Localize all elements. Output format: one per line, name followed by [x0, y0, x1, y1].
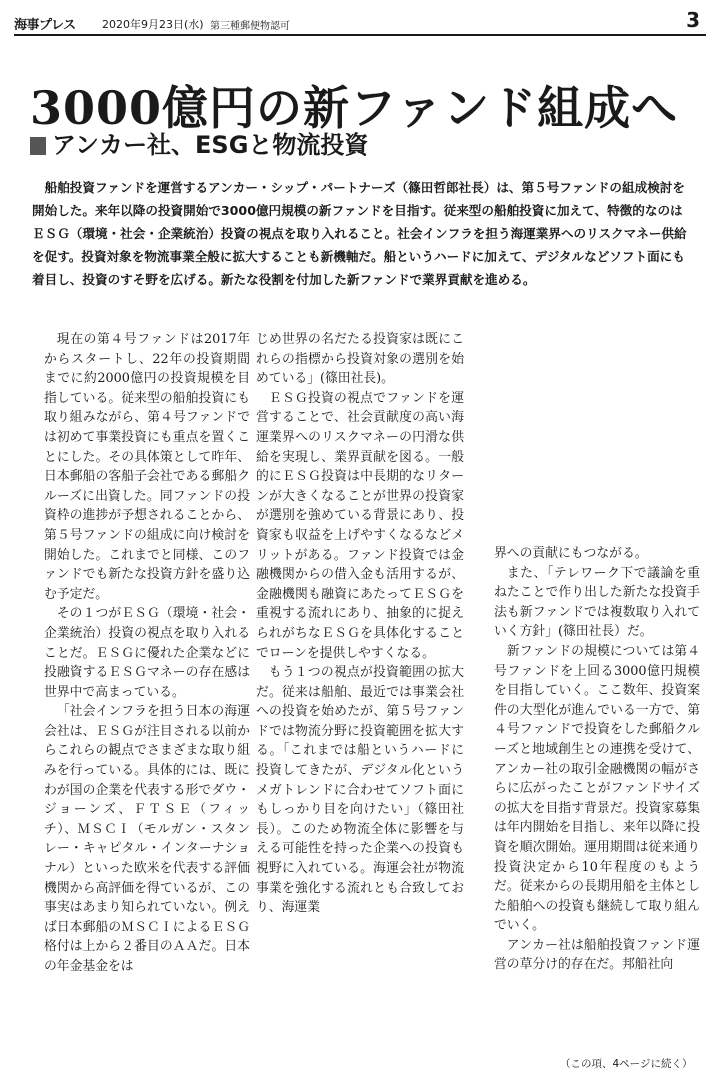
header-rule: [14, 34, 706, 36]
body-column-2: [256, 330, 464, 1072]
body-paragraph: じめ世界の名だたる投資家は既にこれらの指標から投資対象の選別を始めている」(篠田社長)。: [256, 332, 464, 387]
body-paragraph: 界への貢献にもつながる。: [494, 546, 648, 561]
postal-permit: 第三種郵便物認可: [210, 21, 290, 32]
body-paragraph: 現在の第４号ファンドは2017年からスタートし、22年の投資期間までに約2000億円の投資規模を目指している。従来型の船舶投資にも取り組みながら、第４号ファンドでは初めて事業投資にも重点を置くことにした。その具体策として昨年、日本郵船の客船子会社である郵船クルーズに出資した。同ファンドの投資枠の進捗が予想されることから、第５号ファンドの組成に向け検討を開始した。これまでと同様、このファンドでも新たな投資方針を盛り込む予定だ。: [44, 332, 250, 602]
page-number: 3: [686, 8, 700, 32]
body-paragraph: アンカー社は船舶投資ファンド運営の草分け的存在だ。邦船社向: [494, 937, 700, 973]
body-paragraph: 「社会インフラを担う日本の海運会社は、ＥＳＧが注目される以前からこれらの観点でさまざまな取り組みを行っている。具体的には、既にわが国の企業を代表する形でダウ・ジョーンズ、ＦＴＳＥ（フィッチ）、ＭＳＣＩ（モルガン・スタンレー・キャピタル・インターナショナル）といった欧米を代表する評価機関から高評価を得ているが、この事実はあまり知られていない。例えば日本郵船のＭＳＣＩによるＥＳＧ格付は上から２番目のＡＡだ。日本の年金基金をは: [44, 704, 250, 974]
body-paragraph: ＥＳＧ投資の視点でファンドを運営することで、社会貢献度の高い海運業界へのリスクマネーの円滑な供給を実現し、業界貢献を図る。一般的にＥＳＧ投資は中長期的なリターンが大きくなることが世界の投資家が選別を強めている背景にあり、投資家も収益を上げやすくなるなどメリットがある。ファンド投資では金融機関からの借入金も活用するが、金融機関も融資にあたってＥＳＧを重視する流れにあり、抽象的に捉えられがちなＥＳＧを具体化することでローンを提供しやすくなる。: [256, 390, 464, 661]
body-paragraph: また、「テレワーク下で議論を重ねたことで作り出した新たな投資手法も新ファンドでは複数取り入れていく方針」(篠田社長）だ。: [494, 565, 700, 640]
masthead: 海事プレス: [14, 18, 76, 33]
continued-note: （この項、4ページに続く）: [560, 1058, 693, 1070]
issue-date: 2020年9月23日(水): [102, 18, 204, 31]
subheadline: [30, 130, 630, 160]
body-paragraph: その１つがＥＳＧ（環境・社会・企業統治）投資の視点を取り入れることだ。ＥＳＧに優れた企業などに投融資するＥＳＧマネーの存在感は世界中で高まっている。: [44, 606, 250, 700]
headline: 3000億円の新ファンド組成へ: [30, 81, 679, 135]
body-paragraph: もう１つの視点が投資範囲の拡大だ。従来は船舶、最近では事業会社への投資を始めたが、第５号ファンドでは物流分野に投資範囲を拡大する。「これまでは船というハードに投資してきたが、デジタル化というメガトレンドに合わせてソフト面にもしっかり目を向けたい」（篠田社長）。このため物流全体に影響を与える可能性を持った企業への投資も視野に入れている。海運会社が物流事業を強化する流れとも合致しており、海運業: [256, 665, 464, 916]
body-column-1: [44, 330, 250, 1072]
body-column-3: [494, 544, 700, 1054]
lead-paragraph: 船舶投資ファンドを運営するアンカー・シップ・パートナーズ（篠田哲郎社長）は、第５号ファンドの組成検討を開始した。来年以降の投資開始で3000億円規模の新ファンドを目指す。従来型の船舶投資に加えて、特徴的なのはＥＳＧ（環境・社会・企業統治）投資の視点を取り入れること。社会インフラを担う海運業界へのリスクマネー供給を促す。投資対象を物流事業全般に拡大することも新機軸だ。船というハードに加えて、デジタルなどソフト面にも着目し、投資のすそ野を広げる。新たな役割を付加した新ファンドで業界貢献を進める。: [32, 180, 687, 287]
subheadline-text: アンカー社、ESGと物流投資: [52, 131, 369, 159]
square-marker-icon: [30, 137, 46, 155]
body-paragraph: 新ファンドの規模については第４号ファンドを上回る3000億円規模を目指していく。ここ数年、投資案件の大型化が進んでいる一方で、第４号ファンドで投資をした郵船クルーズと地域創生との連携を受けて、アンカー社の取引金融機関の幅がさらに広がったことがファンドサイズの拡大を目指す背景だ。投資家募集は年内開始を目指し、来年以降に投資を順次開始。運用期間は従来通り投資決定から10年程度のもようだ。従来からの長期用船を主体とした船舶への投資も継続して取り組んでいく。: [494, 643, 700, 934]
page-header: [14, 6, 706, 34]
